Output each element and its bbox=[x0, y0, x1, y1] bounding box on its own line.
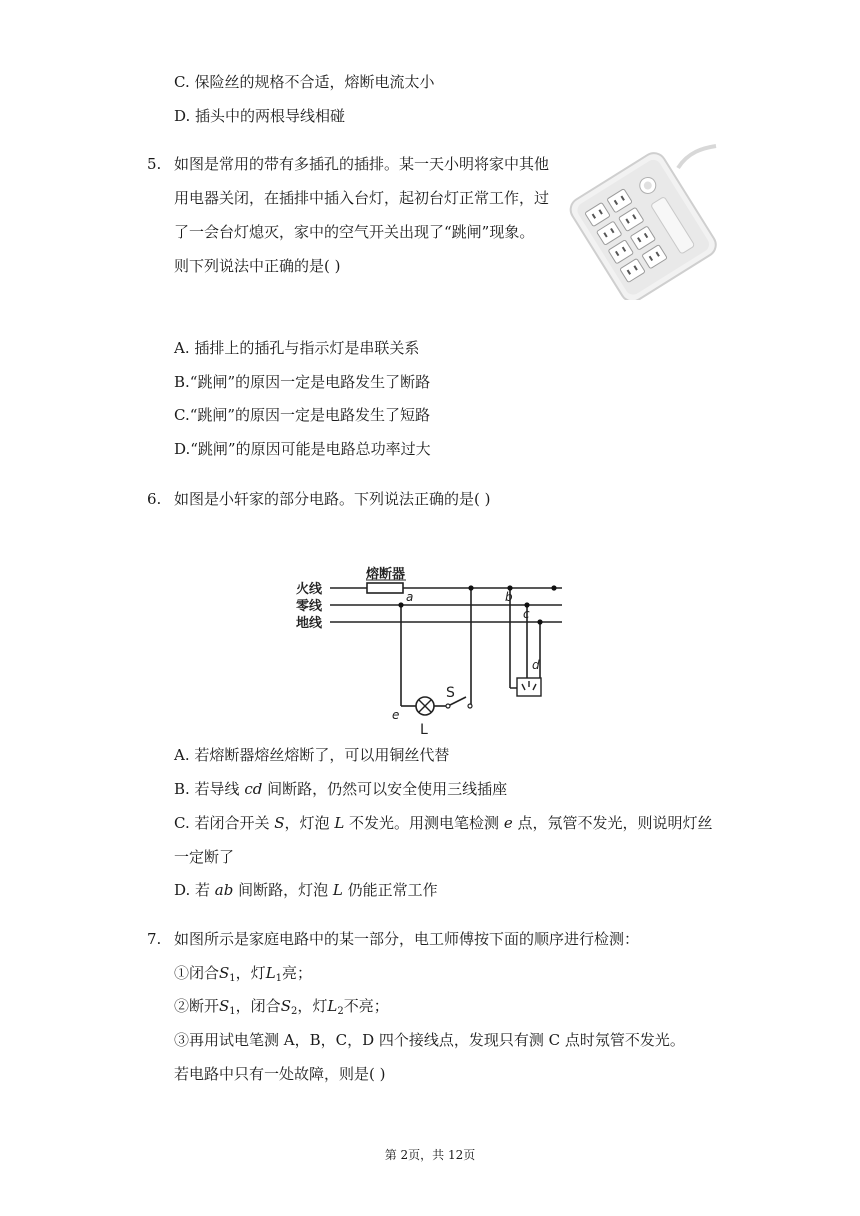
option-b: B.“跳闸”的原因一定是电路发生了断路 bbox=[174, 373, 431, 391]
page-footer: 第 2页，共 12页 bbox=[384, 1148, 476, 1162]
question-stem: 如图是小轩家的部分电路。下列说法正确的是( ) bbox=[174, 490, 491, 508]
point-a-label: a bbox=[406, 590, 414, 604]
option-d: D. 插头中的两根导线相碰 bbox=[174, 107, 346, 125]
point-c-label: c bbox=[523, 607, 530, 621]
question-stem: 如图所示是家庭电路中的某一部分，电工师傅按下面的顺序进行检测： bbox=[174, 930, 640, 948]
option-d: D.“跳闸”的原因可能是电路总功率过大 bbox=[174, 440, 431, 458]
power-strip-image bbox=[568, 140, 720, 300]
option-a: A. 若熔断器熔丝熔断了，可以用铜丝代替 bbox=[174, 746, 450, 764]
switch-label: S bbox=[446, 685, 455, 701]
question-closing: 若电路中只有一处故障，则是( ) bbox=[174, 1065, 386, 1083]
point-d-label: d bbox=[532, 658, 540, 672]
question-number: 7. bbox=[147, 930, 162, 948]
step-2: ②断开$S_1$，闭合$S_2$，灯$L_2$不亮； bbox=[174, 997, 389, 1017]
option-a: A. 插排上的插孔与指示灯是串联关系 bbox=[174, 339, 420, 357]
step-3: ③再用试电笔测 A，B，C，D 四个接线点，发现只有测 C 点时氖管不发光。 bbox=[174, 1031, 685, 1049]
point-e-label: e bbox=[392, 708, 400, 722]
lamp-label: L bbox=[420, 722, 428, 738]
step-1: ①闭合$S_1$，灯$L_1$亮； bbox=[174, 964, 313, 984]
fuse-symbol bbox=[367, 583, 403, 593]
neutral-wire-label: 零线 bbox=[296, 599, 323, 614]
option-c: C. 保险丝的规格不合适，熔断电流太小 bbox=[174, 73, 435, 91]
question-number: 5. bbox=[147, 155, 162, 173]
point-b-label: b bbox=[505, 590, 513, 604]
question-stem-line: 了一会台灯熄灭，家中的空气开关出现了“跳闸”现象。 bbox=[174, 223, 535, 241]
option-b: B. 若导线 cd 间断路，仍然可以安全使用三线插座 bbox=[174, 780, 508, 798]
question-number: 6. bbox=[147, 490, 162, 508]
option-c: C. 若闭合开关 S，灯泡 L 不发光。用测电笔检测 e 点，氖管不发光，则说明灯丝 bbox=[174, 814, 713, 832]
option-c: C.“跳闸”的原因一定是电路发生了短路 bbox=[174, 406, 431, 424]
live-wire-label: 火线 bbox=[296, 582, 323, 597]
option-c-continued: 一定断了 bbox=[174, 848, 235, 866]
question-stem-line: 如图是常用的带有多插孔的插排。某一天小明将家中其他 bbox=[174, 155, 550, 173]
option-d: D. 若 ab 间断路，灯泡 L 仍能正常工作 bbox=[174, 881, 438, 899]
ground-wire-label: 地线 bbox=[296, 616, 323, 631]
question-stem-line: 用电器关闭，在插排中插入台灯，起初台灯正常工作，过 bbox=[174, 189, 550, 207]
fuse-label: 熔断器 bbox=[366, 567, 406, 582]
question-stem-line: 则下列说法中正确的是( ) bbox=[174, 257, 341, 275]
circuit-diagram bbox=[290, 558, 580, 738]
